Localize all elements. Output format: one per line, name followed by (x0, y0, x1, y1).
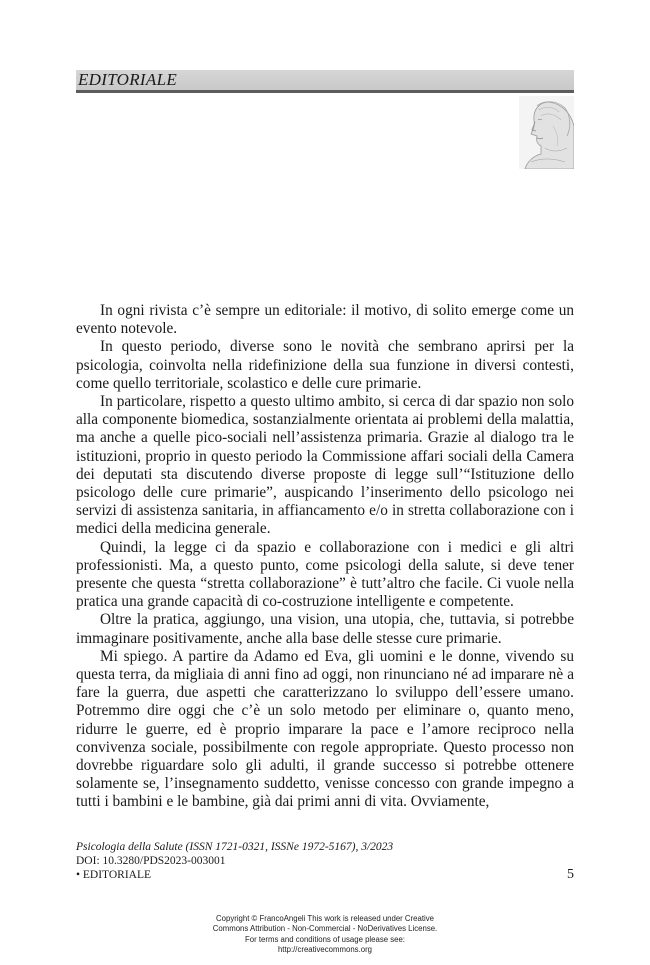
copyright-line: Copyright © FrancoAngeli This work is released under Creative (216, 914, 434, 923)
page-number: 5 (567, 867, 574, 882)
copyright-notice (150, 914, 500, 956)
paragraph: Mi spiego. A partire da Adamo ed Eva, gli uomini e le donne, vivendo su questa terra, da migliaia di anni fino ad oggi, non rinunciano né ad imparare nè a fare la guerra, due aspetti che caratterizzano lo sviluppo dell’essere umano. Potremmo dire oggi che c’è un solo metodo per eliminare o, quanto meno, ridurre le guerre, ed è proprio imparare la pace e l’amore reciproco nella convivenza sociale, possibilmente con regole appropriate. Questo processo non dovrebbe riguardare solo gli adulti, il grande successo si potrebbe ottenere solamente se, l’insegnamento suddetto, venisse concesso con grande impegno a tutti i bambini e le bambine, già dai primi anni di vita. Ovviamente, (76, 647, 574, 811)
header-rule (76, 90, 574, 93)
editorial-body (76, 302, 574, 812)
doi: DOI: 10.3280/PDS2023-003001 (76, 855, 226, 867)
page-footer (76, 840, 574, 882)
footer-section-label: • EDITORIALE (76, 869, 152, 881)
paragraph: Oltre la pratica, aggiungo, una vision, una utopia, che, tuttavia, si potrebbe immaginare positivamente, anche alla base delle stesse cure primarie. (76, 611, 574, 647)
paragraph: Quindi, la legge ci da spazio e collaborazione con i medici e gli altri professionisti. Ma, a questo punto, come psicologi della salute, si deve tener presente che questa “stretta collaborazione” è tutt’altro che facile. Ci vuole nella pratica una grande capacità di co-costruzione intelligente e competente. (76, 538, 574, 611)
copyright-line: For terms and conditions of usage please see: (245, 934, 405, 944)
section-title: EDITORIALE (78, 70, 178, 89)
portrait-engraving-icon (519, 96, 574, 169)
license-link[interactable]: http://creativecommons.org (277, 945, 373, 955)
copyright-line: Commons Attribution - Non-Commercial - NoDerivatives License. (212, 924, 438, 934)
paragraph: In questo periodo, diverse sono le novità che sembrano aprirsi per la psicologia, coinvolta nella ridefinizione della sua funzione in diversi contesti, come quello territoriale, scolastico e delle cure primarie. (76, 338, 574, 392)
footer-section-row (76, 868, 574, 882)
journal-citation: Psicologia della Salute (ISSN 1721-0321, ISSNe 1972-5167), 3/2023 (76, 841, 394, 853)
paragraph: In particolare, rispetto a questo ultimo ambito, si cerca di dar spazio non solo alla componente biomedica, sostanzialmente orientata ai problemi della malattia, ma anche a quelle pico-sociali nell’assistenza primaria. Grazie al dialogo tra le istituzioni, proprio in questo periodo la Commissione affari sociali della Camera dei deputati sta discutendo diverse proposte di legge sull’“Istituzione dello psicologo delle cure primarie”, auspicando l’inserimento dello psicologo nei servizi di assistenza sanitaria, in affiancamento e/o in stretta collaborazione con i medici della medicina generale. (76, 393, 574, 538)
paragraph: In ogni rivista c’è sempre un editoriale: il motivo, di solito emerge come un evento notevole. (76, 302, 574, 338)
